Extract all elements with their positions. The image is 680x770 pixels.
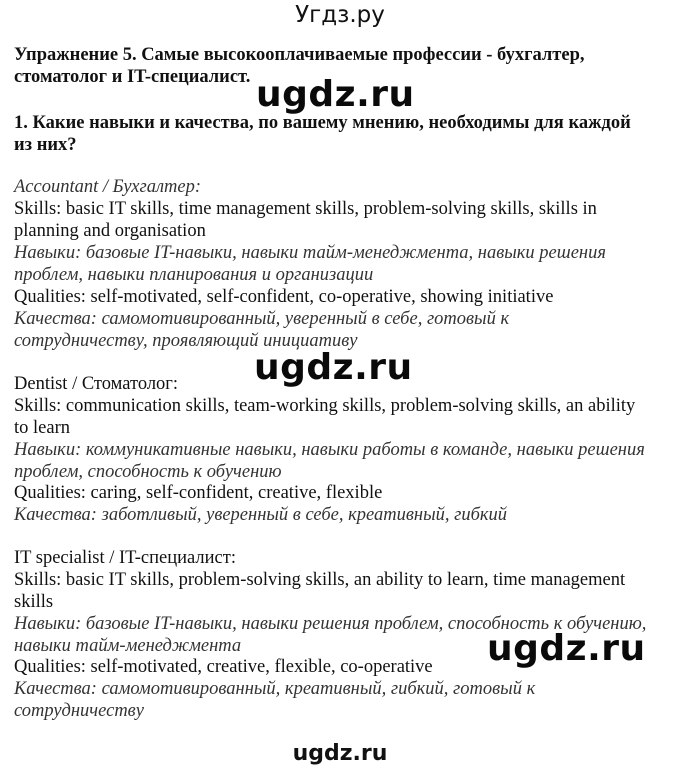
exercise-title-line-2: стоматолог и IT-специалист. <box>14 67 251 87</box>
it-specialist-skills-line-2: skills <box>14 592 54 612</box>
accountant-skills-line-1: Skills: basic IT skills, time management skills, problem-solving skills, skills in <box>14 199 597 219</box>
site-header: Угдз.ру <box>295 2 385 28</box>
accountant-heading: Accountant / Бухгалтер: <box>14 177 202 197</box>
dentist-skills-line-1: Skills: communication skills, team-working skills, problem-solving skills, an ability <box>14 396 636 416</box>
exercise-title-line-1: Упражнение 5. Самые высокооплачиваемые профессии - бухгалтер, <box>14 45 585 65</box>
dentist-skills-ru-line-2: проблем, способность к обучению <box>14 462 282 482</box>
watermark-3: ugdz.ru <box>487 628 646 669</box>
it-specialist-skills-line-1: Skills: basic IT skills, problem-solving skills, an ability to learn, time management <box>14 570 626 590</box>
accountant-qualities: Qualities: self-motivated, self-confident, co-operative, showing initiative <box>14 287 554 307</box>
watermark-1: ugdz.ru <box>256 74 415 115</box>
it-specialist-skills-ru-line-2: навыки тайм-менеджмента <box>14 636 242 656</box>
watermark-2: ugdz.ru <box>254 347 413 388</box>
accountant-skills-ru-line-2: проблем, навыки планирования и организации <box>14 265 374 285</box>
dentist-qualities-ru: Качества: заботливый, уверенный в себе, креативный, гибкий <box>14 505 508 525</box>
question-line-2: из них? <box>14 135 77 155</box>
it-specialist-heading: IT specialist / IT-специалист: <box>14 548 236 568</box>
it-specialist-qualities: Qualities: self-motivated, creative, flexible, co-operative <box>14 657 433 677</box>
dentist-skills-ru-line-1: Навыки: коммуникативные навыки, навыки работы в команде, навыки решения <box>14 440 645 460</box>
footer-watermark: ugdz.ru <box>292 741 388 766</box>
accountant-qualities-ru-line-1: Качества: самомотивированный, уверенный в себе, готовый к <box>14 309 510 329</box>
accountant-skills-ru-line-1: Навыки: базовые IT-навыки, навыки тайм-менеджмента, навыки решения <box>14 243 606 263</box>
dentist-heading: Dentist / Стоматолог: <box>14 374 179 394</box>
accountant-skills-line-2: planning and organisation <box>14 221 206 241</box>
it-specialist-skills-ru-line-1: Навыки: базовые IT-навыки, навыки решения проблем, способность к обучению, <box>14 614 647 634</box>
accountant-qualities-ru-line-2: сотрудничеству, проявляющий инициативу <box>14 331 358 351</box>
dentist-qualities: Qualities: caring, self-confident, creative, flexible <box>14 483 383 503</box>
dentist-skills-line-2: to learn <box>14 418 70 438</box>
it-specialist-qualities-ru-line-1: Качества: самомотивированный, креативный, гибкий, готовый к <box>14 679 536 699</box>
it-specialist-qualities-ru-line-2: сотрудничеству <box>14 701 144 721</box>
question-line-1: 1. Какие навыки и качества, по вашему мнению, необходимы для каждой <box>14 113 631 133</box>
